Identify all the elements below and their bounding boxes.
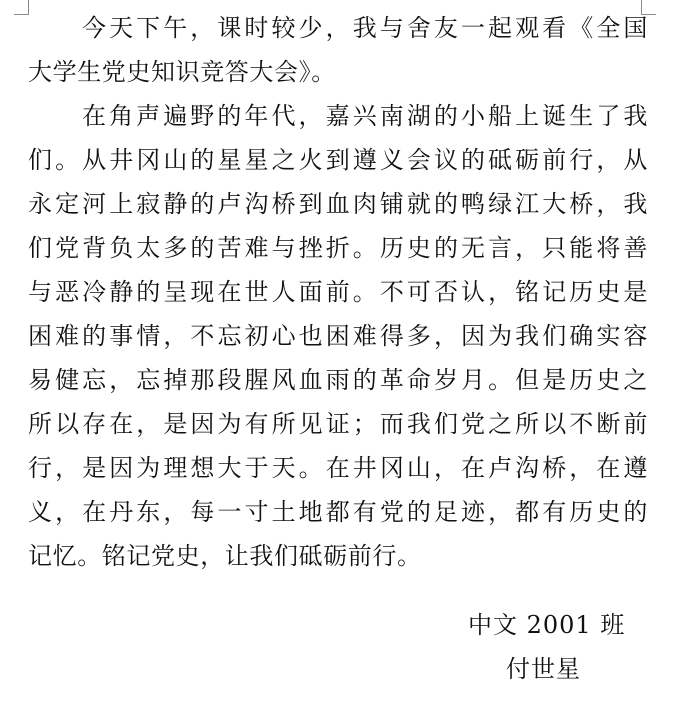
paragraph-line: 们党背负太多的苦难与挫折。历史的无言，只能将善 xyxy=(28,234,648,262)
paragraph-line: 在角声遍野的年代，嘉兴南湖的小船上诞生了我 xyxy=(82,102,648,130)
paragraph-1 xyxy=(28,6,648,94)
page-corner-mark-left xyxy=(14,0,29,15)
paragraph-line: 与恶冷静的呈现在世人面前。不可否认，铭记历史是 xyxy=(28,278,648,306)
paragraph-line: 行，是因为理想大于天。在井冈山，在卢沟桥，在遵 xyxy=(28,454,648,482)
paragraph-line: 们。从井冈山的星星之火到遵义会议的砥砺前行，从 xyxy=(28,146,648,174)
paragraph-line: 困难的事情，不忘初心也困难得多，因为我们确实容 xyxy=(28,322,648,350)
paragraph-line: 今天下午，课时较少，我与舍友一起观看《全国 xyxy=(82,14,648,42)
paragraph-line: 记忆。铭记党史，让我们砥砺前行。 xyxy=(28,542,422,570)
paragraph-line: 所以存在，是因为有所见证；而我们党之所以不断前 xyxy=(28,410,648,438)
signature-name: 付世星 xyxy=(506,655,581,683)
signature-class: 中文 2001 班 xyxy=(468,611,626,639)
document-body xyxy=(28,6,648,578)
paragraph-line: 易健忘，忘掉那段腥风血雨的革命岁月。但是历史之 xyxy=(28,366,648,394)
paragraph-line: 大学生党史知识竞答大会》。 xyxy=(28,58,336,86)
paragraph-2 xyxy=(28,94,648,578)
paragraph-line: 永定河上寂静的卢沟桥到血肉铺就的鸭绿江大桥，我 xyxy=(28,190,648,218)
paragraph-line: 义，在丹东，每一寸土地都有党的足迹，都有历史的 xyxy=(28,498,648,526)
